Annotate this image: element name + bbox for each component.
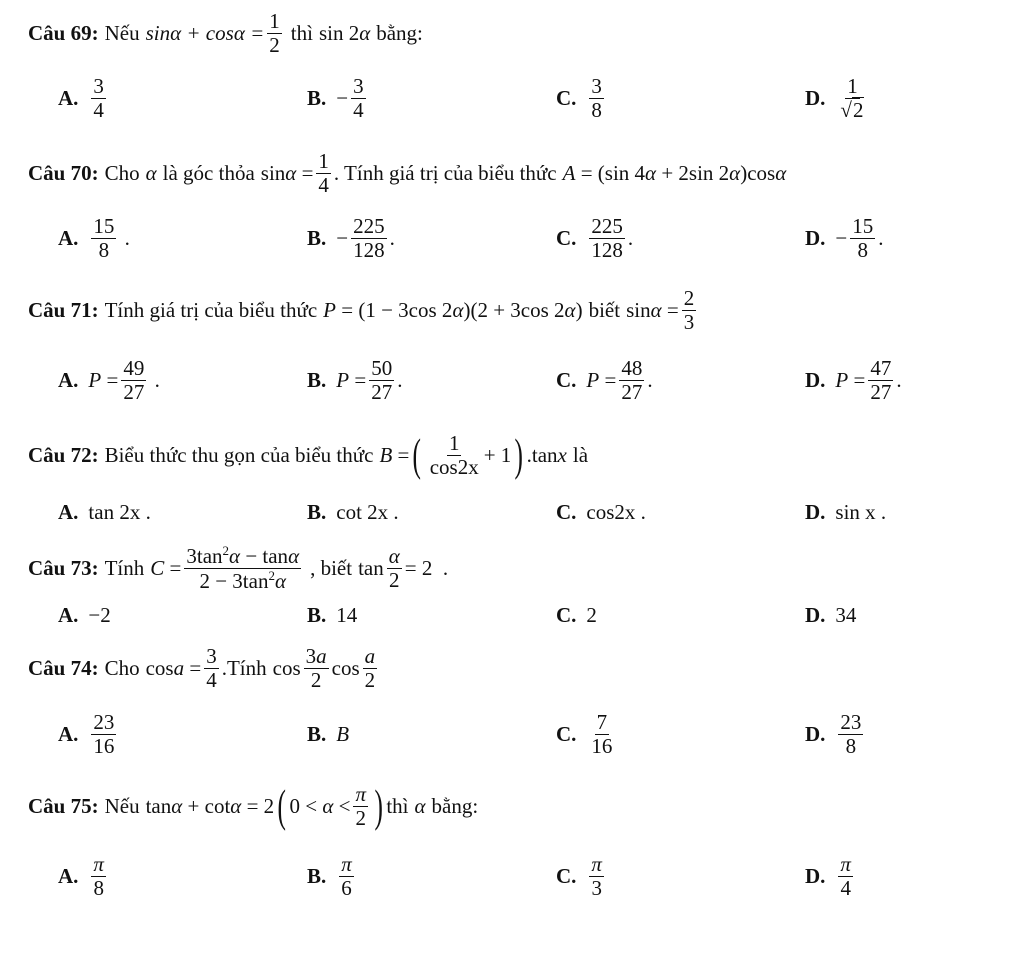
answer-fraction: $\frac{\pi}{6}$: [341, 852, 352, 900]
question-text: Tính: [104, 555, 145, 580]
answer-fraction: $\frac{47}{27}$: [870, 356, 892, 404]
option-c[interactable]: C. $\frac{7}{16}$: [556, 710, 613, 758]
question-text: Nếu: [104, 793, 140, 818]
math-expression: sinα =: [260, 160, 314, 185]
math-expression: = 2 .: [404, 555, 449, 580]
question-text: , biết: [310, 555, 353, 580]
option-d[interactable]: D. sin x .: [805, 499, 887, 524]
option-a[interactable]: A. $\frac{\pi}{8}$: [58, 852, 104, 900]
question-text: Cho: [104, 655, 140, 680]
math-expression: + 1: [483, 442, 512, 467]
option-b[interactable]: B. B: [307, 721, 350, 746]
option-c[interactable]: C. $\frac{\pi}{3}$: [556, 852, 602, 900]
answer-fraction: $\frac{225}{128}$: [591, 214, 623, 262]
fraction: $\frac{1}{2}$: [269, 9, 280, 57]
math-expression: sinα + cosα =: [145, 20, 265, 45]
question-74: [28, 640, 380, 696]
question-71: [28, 284, 699, 336]
math-symbol: α: [414, 793, 426, 818]
math-expression: C =: [150, 555, 182, 580]
option-a[interactable]: A. $\frac{15}{8}$ .: [58, 214, 130, 262]
math-expression: B =: [379, 442, 410, 467]
fraction: $\frac{a}{2}$: [364, 644, 376, 692]
math-expression: P = (1 − 3cos 2α)(2 + 3cos 2α): [323, 297, 583, 322]
answer-fraction: $\frac{23}{16}$: [93, 710, 115, 758]
answer-fraction: $\frac{7}{16}$: [591, 710, 613, 758]
answer-fraction: $\frac{48}{27}$: [621, 356, 643, 404]
math-expression: cosa =: [145, 655, 202, 680]
fraction: $\frac{3\tan^2\alpha - \tan\alpha}{2 - 3\tan^2\alpha}$: [186, 543, 300, 593]
math-expression: sin 2α: [318, 20, 371, 45]
question-text: Nếu: [104, 20, 140, 45]
math-expression: 0 < α <: [289, 793, 351, 818]
option-c[interactable]: C. 2: [556, 602, 597, 627]
question-label: Câu 69:: [28, 20, 99, 45]
options-75: [0, 846, 1024, 906]
option-d[interactable]: D. $\frac{1}{√2}$: [805, 68, 869, 128]
option-a[interactable]: A. $\frac{23}{16}$: [58, 710, 115, 758]
math-expression: .tanx: [526, 442, 567, 467]
option-b[interactable]: B. − $\frac{3}{4}$: [307, 74, 364, 122]
answer-fraction: $\frac{\pi}{4}$: [840, 852, 851, 900]
fraction: $\frac{2}{3}$: [683, 286, 695, 334]
answer-fraction: $\frac{3}{4}$: [353, 74, 364, 122]
math-symbol: α: [145, 160, 157, 185]
option-d[interactable]: D. $\frac{\pi}{4}$: [805, 852, 851, 900]
answer-fraction: $\frac{23}{8}$: [840, 710, 862, 758]
fraction: $\frac{3}{4}$: [206, 644, 217, 692]
math-expression: cos: [272, 655, 301, 680]
math-expression: tan: [358, 555, 384, 580]
question-75: [28, 776, 478, 836]
fraction: $\frac{3a}{2}$: [305, 644, 327, 692]
question-text: bằng:: [431, 793, 479, 818]
options-69: [0, 68, 1024, 128]
answer-fraction: $\frac{225}{128}$: [353, 214, 385, 262]
option-d[interactable]: D. $\frac{23}{8}$: [805, 710, 862, 758]
option-d[interactable]: D. − $\frac{15}{8}$ .: [805, 214, 884, 262]
question-label: Câu 73:: [28, 555, 99, 580]
question-text: . Tính giá trị của biểu thức: [333, 160, 557, 185]
option-a[interactable]: A. tan 2x .: [58, 499, 151, 524]
question-text: thì: [386, 793, 409, 818]
question-text: Biểu thức thu gọn của biểu thức: [104, 442, 374, 467]
option-b[interactable]: B. − $\frac{225}{128}$ .: [307, 214, 395, 262]
math-expression: cos: [331, 655, 360, 680]
option-d[interactable]: D. 34: [805, 602, 857, 627]
question-72: [28, 426, 588, 484]
option-c[interactable]: C. P = $\frac{48}{27}$ .: [556, 356, 653, 404]
question-label: Câu 75:: [28, 793, 99, 818]
question-label: Câu 72:: [28, 442, 99, 467]
question-text: .Tính: [221, 655, 267, 680]
answer-fraction: $\frac{\pi}{8}$: [93, 852, 104, 900]
fraction: $\frac{1}{4}$: [318, 149, 329, 197]
right-paren: ): [514, 429, 524, 480]
question-text: bằng:: [376, 20, 423, 45]
option-c[interactable]: C. $\frac{3}{8}$: [556, 74, 602, 122]
options-73: [0, 585, 1024, 645]
math-expression: tanα + cotα = 2: [145, 793, 275, 818]
options-72: [0, 482, 1024, 542]
fraction: $\frac{\pi}{2}$: [355, 782, 366, 830]
option-c[interactable]: C. cos2x .: [556, 499, 646, 524]
option-b[interactable]: B. P = $\frac{50}{27}$ .: [307, 356, 403, 404]
question-text: là góc thỏa: [162, 160, 255, 185]
right-paren: ): [374, 780, 383, 831]
question-text: Tính giá trị của biểu thức: [104, 297, 318, 322]
answer-fraction: $\frac{\pi}{3}$: [591, 852, 602, 900]
option-d[interactable]: D. P = $\frac{47}{27}$ .: [805, 356, 902, 404]
option-b[interactable]: B. 14: [307, 602, 358, 627]
math-expression: sinα =: [626, 297, 679, 322]
answer-fraction: $\frac{15}{8}$: [852, 214, 874, 262]
question-label: Câu 71:: [28, 297, 99, 322]
left-paren: (: [277, 780, 287, 831]
option-b[interactable]: B. cot 2x .: [307, 499, 399, 524]
options-71: [0, 350, 1024, 410]
question-text: Cho: [104, 160, 140, 185]
question-69: [28, 8, 423, 58]
answer-fraction: $\frac{15}{8}$: [93, 214, 115, 262]
option-a[interactable]: A. P = $\frac{49}{27}$ .: [58, 356, 160, 404]
math-expression: A = (sin 4α + 2sin 2α)cosα: [562, 160, 787, 185]
answer-fraction: $\frac{1}{√2}$: [840, 74, 864, 122]
answer-fraction: $\frac{3}{8}$: [591, 74, 602, 122]
left-paren: (: [412, 429, 422, 480]
options-74: [0, 704, 1024, 764]
fraction: $\frac{\alpha}{2}$: [388, 544, 400, 592]
question-text: biết: [588, 297, 621, 322]
answer-fraction: $\frac{49}{27}$: [123, 356, 145, 404]
question-text: thì: [290, 20, 313, 45]
fraction: $\frac{1}{\cos 2x}$: [429, 431, 479, 479]
answer-fraction: $\frac{3}{4}$: [93, 74, 104, 122]
question-label: Câu 74:: [28, 655, 99, 680]
question-label: Câu 70:: [28, 160, 99, 185]
options-70: [0, 208, 1024, 268]
answer-fraction: $\frac{50}{27}$: [371, 356, 393, 404]
question-70: [28, 148, 786, 198]
option-b[interactable]: B. $\frac{\pi}{6}$: [307, 852, 352, 900]
option-c[interactable]: C. $\frac{225}{128}$ .: [556, 214, 634, 262]
option-a[interactable]: A. −2: [58, 602, 111, 627]
option-a[interactable]: A. $\frac{3}{4}$: [58, 74, 104, 122]
question-text: là: [572, 442, 589, 467]
